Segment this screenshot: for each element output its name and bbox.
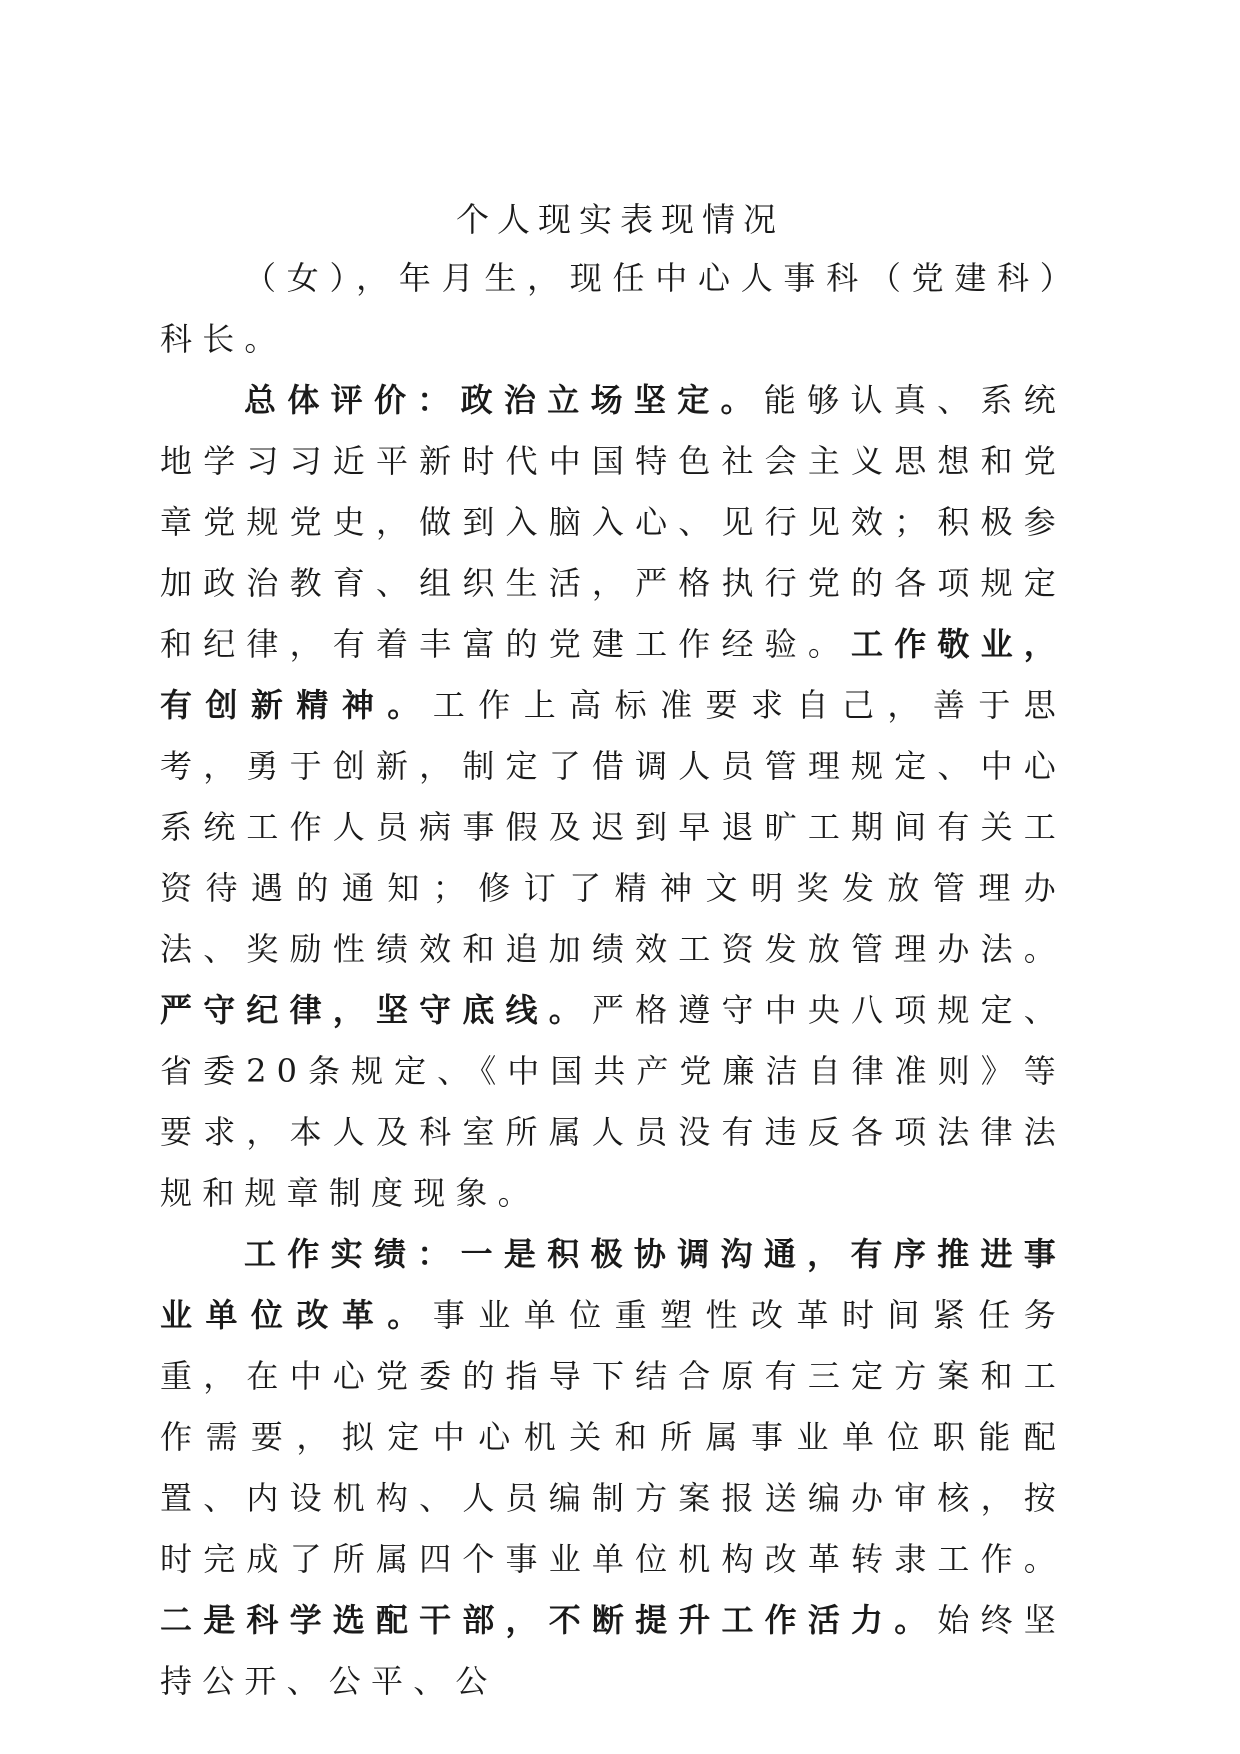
work-achievements-paragraph [160,1224,1066,1712]
dedication-heading: 工作敬业，有创新精神。 [160,625,1066,724]
cadre-text: 始终坚持公开、公平、公 [160,1601,1066,1700]
page-title: 个人现实表现情况 [456,200,784,239]
reform-heading: 工作实绩：一是积极协调沟通，有序推进事业单位改革。 [160,1235,1066,1334]
reform-text: 事业单位重塑性改革时间紧任务重，在中心党委的指导下结合原有三定方案和工作需要，拟定中心机关和所属事业单位职能配置、内设机构、人员编制方案报送编办审核，按时完成了所属四个事业单位机构改革转隶工作。 [160,1296,1066,1578]
discipline-heading: 严守纪律，坚守底线。 [160,991,592,1029]
evaluation-text: 能够认真、系统地学习习近平新时代中国特色社会主义思想和党章党规党史，做到入脑入心、见行见效；积极参加政治教育、组织生活，严格执行党的各项规定和纪律，有着丰富的党建工作经验。 [160,381,1066,663]
discipline-text: 严格遵守中央八项规定、省委20条规定、《中国共产党廉洁自律准则》等要求，本人及科室所属人员没有违反各项法律法规和规章制度现象。 [160,991,1066,1212]
document-body [160,248,1066,1712]
overall-evaluation-paragraph [160,370,1066,1224]
dedication-text: 工作上高标准要求自己，善于思考，勇于创新，制定了借调人员管理规定、中心系统工作人员病事假及迟到早退旷工期间有关工资待遇的通知；修订了精神文明奖发放管理办法、奖励性绩效和追加绩效工资发放管理办法。 [160,686,1066,968]
intro-paragraph: （女），年月生，现任中心人事科（党建科）科长。 [160,259,1066,358]
cadre-heading: 二是科学选配干部，不断提升工作活力。 [160,1601,938,1639]
evaluation-heading: 总体评价：政治立场坚定。 [244,381,764,419]
